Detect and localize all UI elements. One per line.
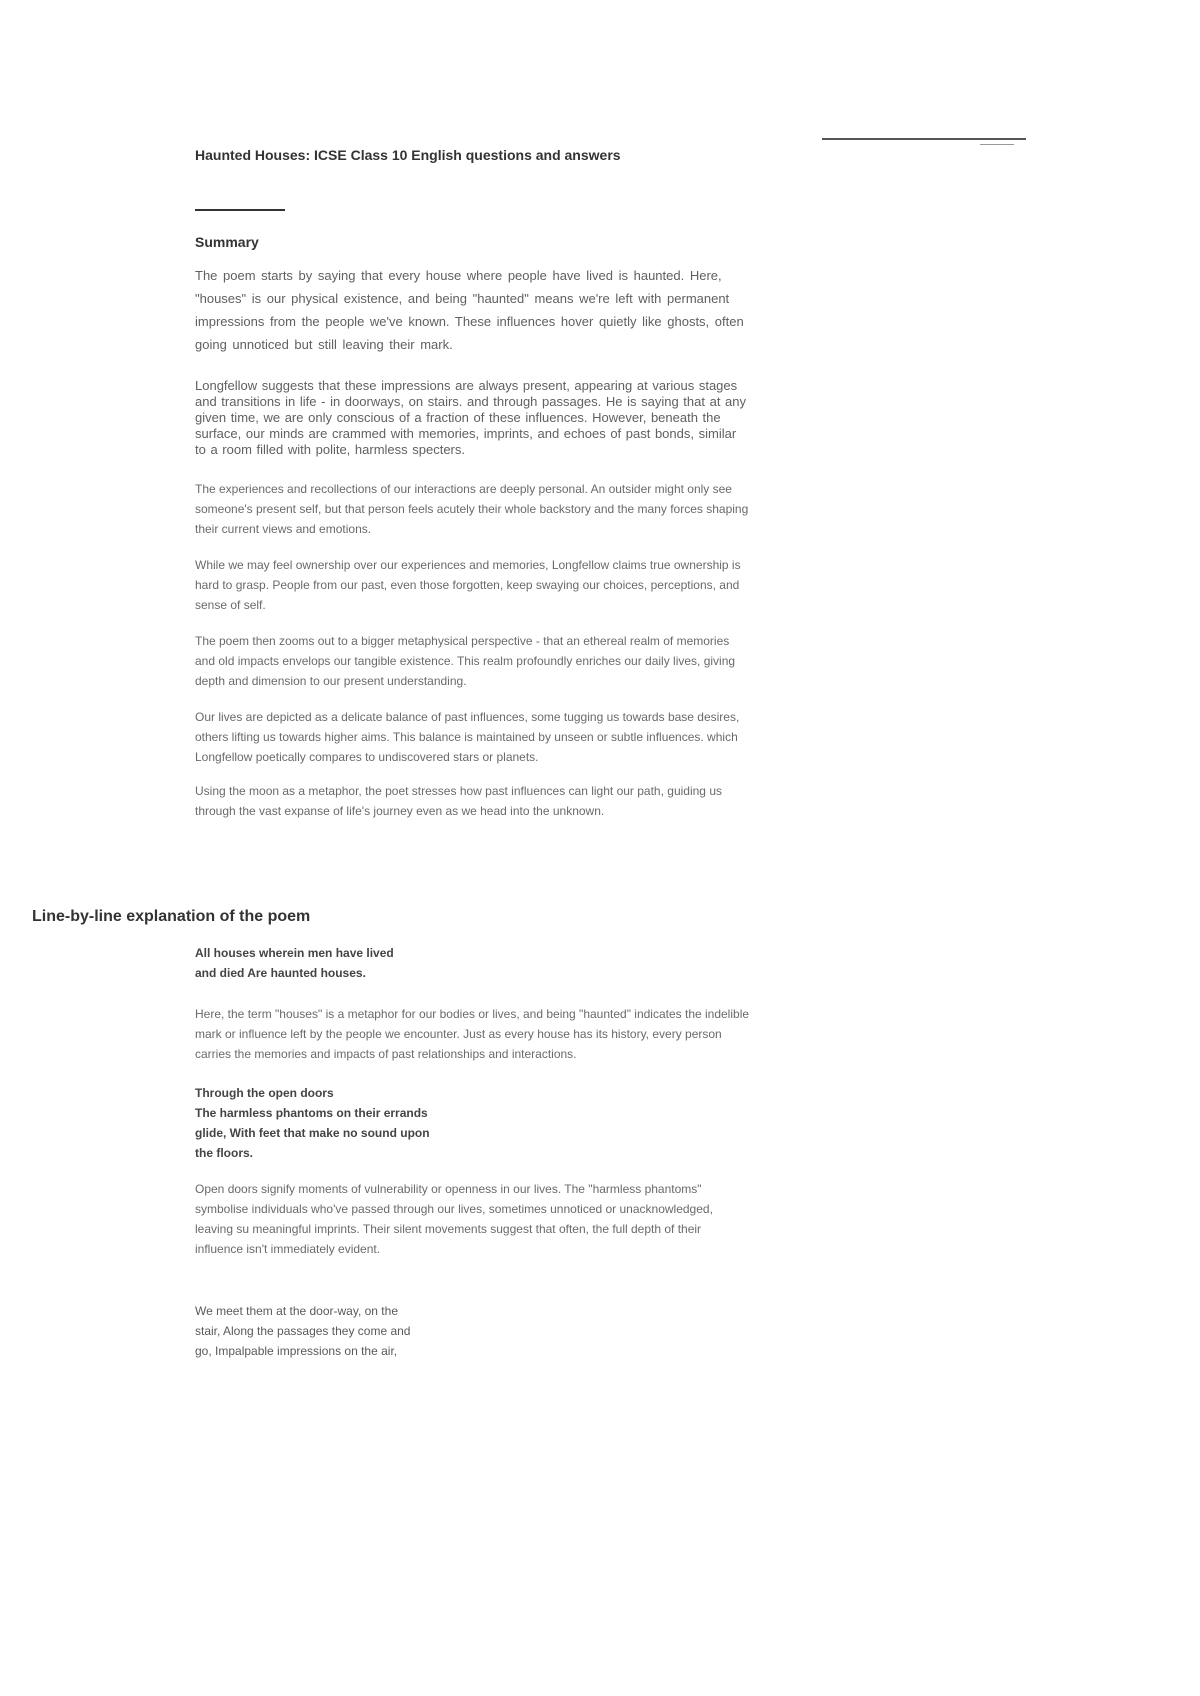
poem-line: glide, With feet that make no sound upon [195, 1126, 430, 1140]
poem-line: and died Are haunted houses. [195, 966, 366, 980]
poem-line: Through the open doors [195, 1086, 334, 1100]
poem-line: We meet them at the door-way, on the [195, 1304, 398, 1318]
poem-stanza-2 [195, 1083, 430, 1163]
header-rule-long [822, 138, 1026, 140]
poem-line: The harmless phantoms on their errands [195, 1106, 428, 1120]
summary-paragraph-4: While we may feel ownership over our experiences and memories, Longfellow claims true ownership is hard to grasp. People from our past, even those forgotten, keep swaying our choices, perceptions, and sense of self. [195, 558, 741, 612]
summary-paragraph-2: Longfellow suggests that these impressions are always present, appearing at various stages and transitions in life - in doorways, on stairs. and through passages. He is saying that at any given time, we are only conscious of a fraction of these influences. However, beneath the surface, our minds are crammed with memories, imprints, and echoes of past bonds, similar to a room filled with polite, harmless specters. [195, 378, 747, 457]
poem-line: All houses wherein men have lived [195, 946, 394, 960]
explanation-paragraph-2: Open doors signify moments of vulnerability or openness in our lives. The "harmless phantoms" symbolise individuals who've passed through our lives, sometimes unnoticed or unacknowledged, leaving su meaningful imprints. Their silent movements suggest that often, the full depth of their influence isn't immediately evident. [195, 1182, 713, 1256]
header-rule-short [980, 144, 1014, 145]
summary-paragraph-1: The poem starts by saying that every house where people have lived is haunted. Here, "houses" is our physical existence, and being "haunted" means we're left with permanent impressions from the people we've known. These influences hover quietly like ghosts, often going unnoticed but still leaving their mark. [195, 268, 744, 352]
poem-line: go, Impalpable impressions on the air, [195, 1344, 398, 1358]
document-title: Haunted Houses: ICSE Class 10 English questions and answers [195, 147, 621, 163]
explanation-paragraph-1: Here, the term "houses" is a metaphor for our bodies or lives, and being "haunted" indicates the indelible mark or influence left by the people we encounter. Just as every house has its history, every person carries the memories and impacts of past relationships and interactions. [195, 1007, 750, 1061]
summary-paragraph-6: Our lives are depicted as a delicate balance of past influences, some tugging us towards base desires, others lifting us towards higher aims. This balance is maintained by unseen or subtle influences. which Longfellow poetically compares to undiscovered stars or planets. [195, 710, 740, 764]
poem-stanza-1 [195, 943, 394, 983]
summary-heading: Summary [195, 234, 259, 250]
summary-paragraph-7: Using the moon as a metaphor, the poet stresses how past influences can light our path, guiding us through the vast expanse of life's journey even as we head into the unknown. [195, 784, 722, 818]
summary-paragraph-3: The experiences and recollections of our interactions are deeply personal. An outsider might only see someone's present self, but that person feels acutely their whole backstory and the many forces shaping their current views and emotions. [195, 482, 749, 536]
summary-paragraph-5: The poem then zooms out to a bigger metaphysical perspective - that an ethereal realm of memories and old impacts envelops our tangible existence. This realm profoundly enriches our daily lives, giving depth and dimension to our present understanding. [195, 634, 736, 688]
poem-line: stair, Along the passages they come and [195, 1324, 411, 1338]
explanation-heading: Line-by-line explanation of the poem [32, 908, 311, 925]
title-underline [195, 209, 285, 211]
poem-stanza-3 [195, 1301, 410, 1361]
poem-line: the floors. [195, 1146, 254, 1160]
